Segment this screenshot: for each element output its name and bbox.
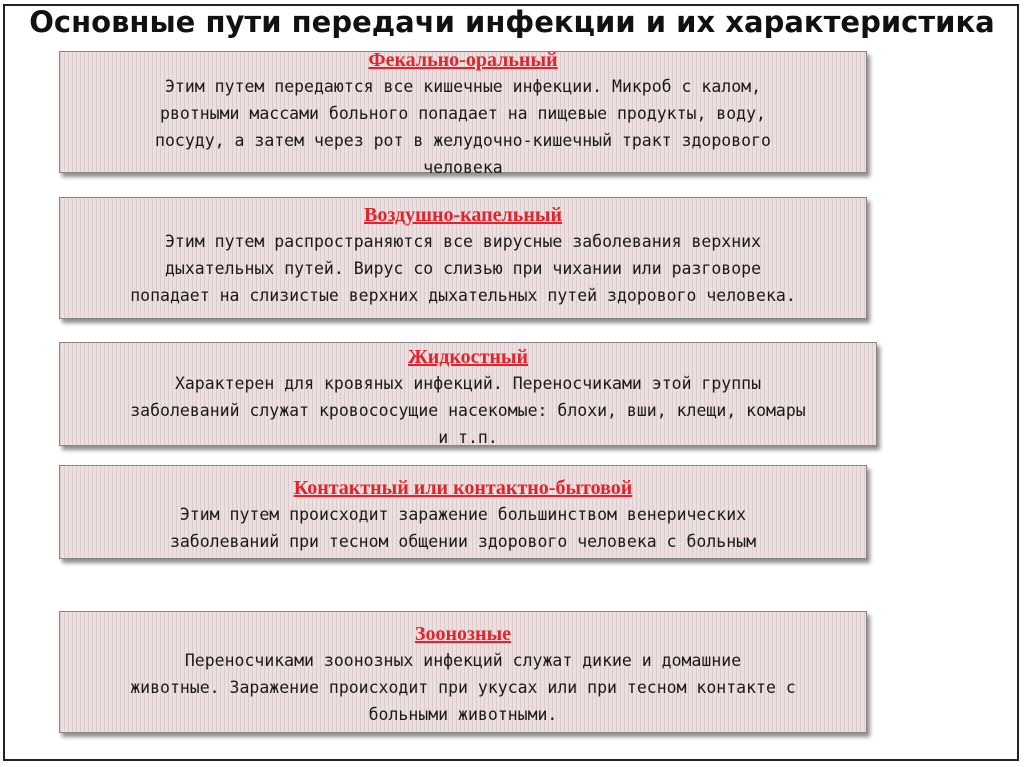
card-text: Переносчиками зоонозных инфекций служат дикие и домашние животные. Заражение происходит при укусах или при тесном контакте с больными животными.: [130, 651, 796, 724]
card-contact: [59, 465, 867, 559]
card-zoonotic: [59, 611, 867, 733]
card-heading: Жидкостный: [407, 346, 529, 368]
card-text: Этим путем передаются все кишечные инфекции. Микроб с калом, рвотными массами больного попадает на пищевые продукты, воду, посуду, а затем через рот в желудочно-кишечный тракт здорового человека: [155, 77, 771, 177]
card-heading: Воздушно-капельный: [363, 204, 563, 226]
card-heading: Контактный или контактно-бытовой: [293, 477, 633, 499]
card-heading: Фекально-оральный: [368, 49, 558, 71]
card-text: Этим путем происходит заражение большинством венерических заболеваний при тесном общении здорового человека с больным: [169, 505, 757, 551]
slide-title: Основные пути передачи инфекции и их характеристика: [29, 5, 995, 39]
card-heading: Зоонозные: [414, 623, 512, 645]
card-text: Характерен для кровяных инфекций. Переносчиками этой группы заболеваний служат кровососущие насекомые: блохи, вши, клещи, комары и т.п.: [130, 374, 806, 447]
card-text: Этим путем распространяются все вирусные заболевания верхних дыхательных путей. Вирус со слизью при чихании или разговоре попадает на слизистые верхних дыхательных путей здорового человека.: [130, 232, 796, 305]
card-fecal-oral: [59, 49, 867, 177]
card-airborne: [59, 197, 867, 319]
card-liquid: [59, 342, 877, 446]
